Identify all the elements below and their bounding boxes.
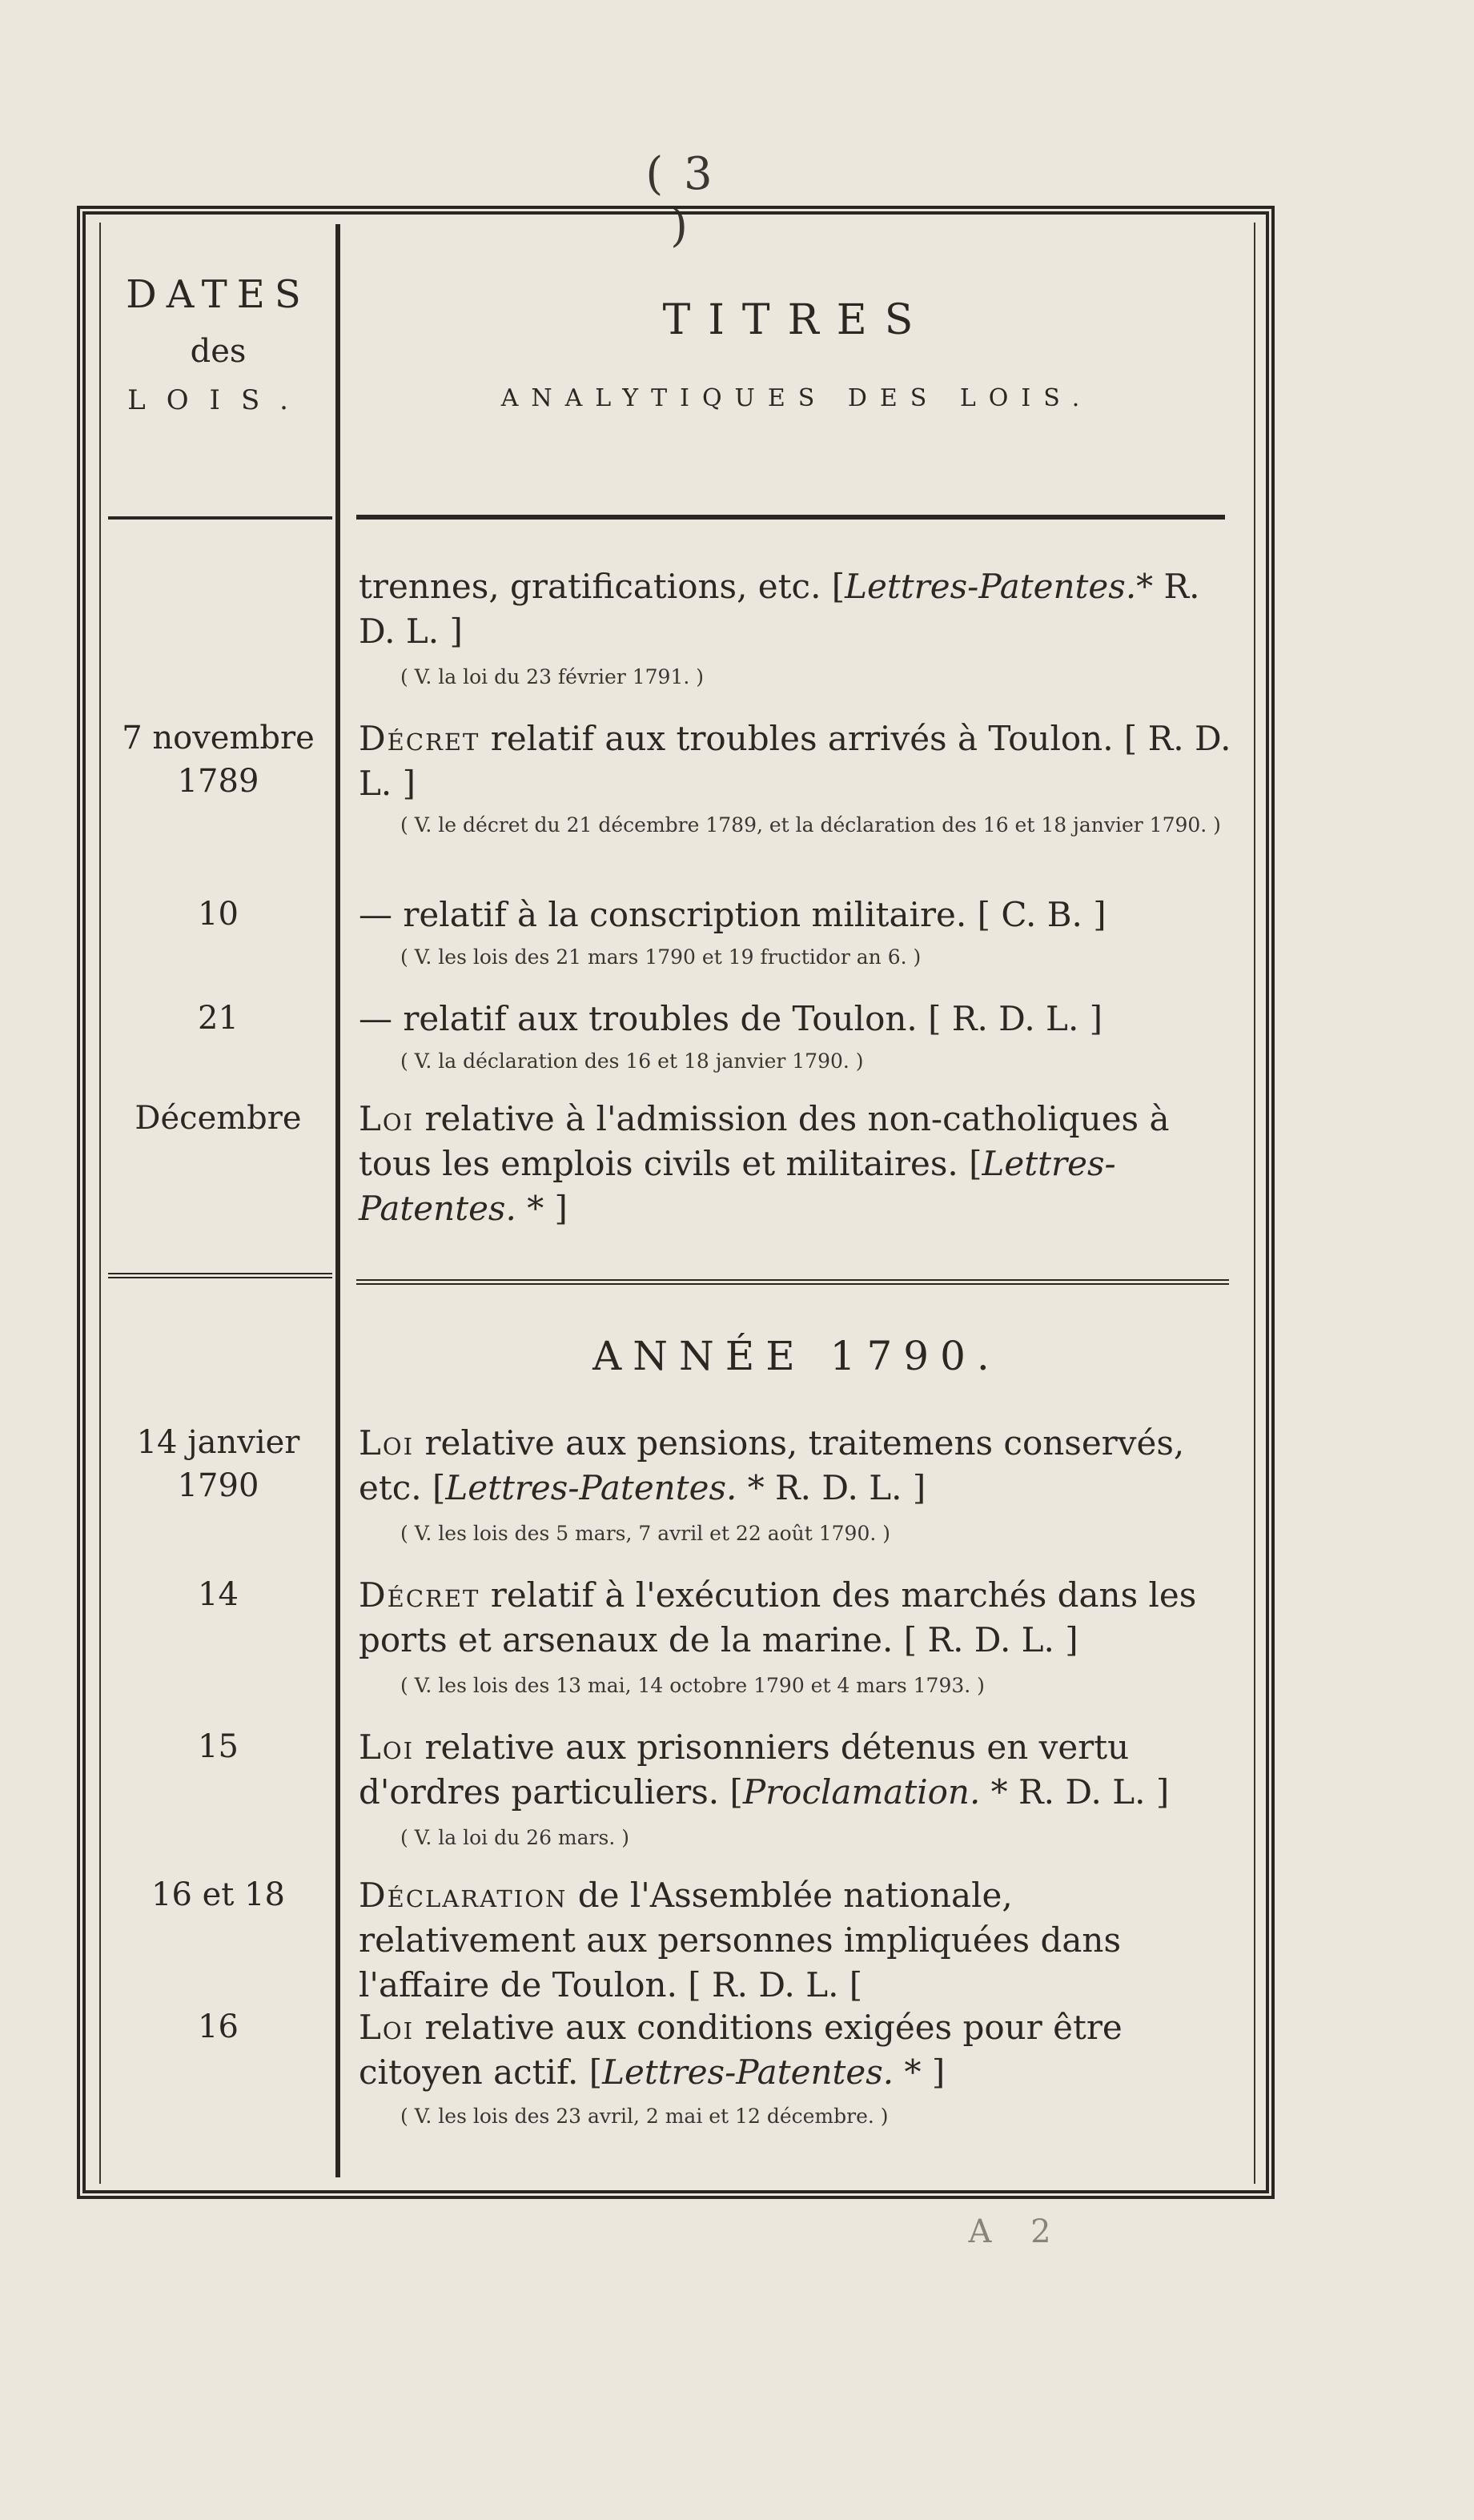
entry-text: Déclaration de l'Assemblée nationale, relativement aux personnes impliquées dans l'affaire de Toulon. [ R. D. L. [ <box>359 1876 1121 2004</box>
entry-note: ( V. la loi du 23 février 1791. ) <box>400 665 705 688</box>
entry-text: trennes, gratifications, etc. [Lettres-Patentes.* R. D. L. ] <box>359 567 1200 651</box>
section-rule-left <box>108 1273 332 1278</box>
entry-note: ( V. la déclaration des 16 et 18 janvier 1790. ) <box>400 1049 864 1073</box>
entry-text: Loi relative à l'admission des non-catholiques à tous les emplois civils et militaires. [Lettres-Patentes. * ] <box>359 1099 1170 1228</box>
entry-date: 16 et 18 <box>151 1876 285 1913</box>
entry-text: Loi relative aux pensions, traitemens conservés, etc. [Lettres-Patentes. * R. D. L. ] <box>359 1423 1185 1507</box>
entry-date: 15 <box>198 1728 239 1765</box>
header-titles-column <box>352 296 1241 412</box>
header-des: des <box>190 333 247 370</box>
entry-note: ( V. les lois des 23 avril, 2 mai et 12 décembre. ) <box>400 2105 889 2128</box>
header-rule-left <box>108 516 332 520</box>
header-dates: DATES <box>126 272 311 317</box>
entry-text: Loi relative aux conditions exigées pour être citoyen actif. [Lettres-Patentes. * ] <box>359 2008 1123 2092</box>
entry-date: 16 <box>198 2008 239 2045</box>
entry-text: Décret relatif aux troubles arrivés à Toulon. [ R. D. L. ] <box>359 719 1231 803</box>
entry-note: ( V. la loi du 26 mars. ) <box>400 1826 629 1849</box>
entry-note: ( V. les lois des 5 mars, 7 avril et 22 août 1790. ) <box>400 1522 891 1545</box>
column-divider <box>335 224 340 2177</box>
entry-date: 21 <box>198 1000 239 1037</box>
header-titres: TITRES <box>662 296 931 344</box>
page-number: ( 3 ) <box>645 148 716 252</box>
header-rule-right <box>356 515 1225 520</box>
header-lois: LOIS. <box>127 384 309 416</box>
entry-text: Loi relative aux prisonniers détenus en vertu d'ordres particuliers. [Proclamation. * R. D. L. ] <box>359 1727 1170 1812</box>
year-heading: ANNÉE 1790. <box>592 1333 1001 1379</box>
entry-note: ( V. les lois des 21 mars 1790 et 19 fructidor an 6. ) <box>400 945 922 969</box>
entry-note: ( V. les lois des 13 mai, 14 octobre 1790 et 4 mars 1793. ) <box>400 1674 985 1697</box>
entry-date: 7 novembre 1789 <box>122 720 315 800</box>
signature-mark: A 2 <box>968 2213 1066 2250</box>
entry-note: ( V. le décret du 21 décembre 1789, et la déclaration des 16 et 18 janvier 1790. ) <box>400 813 1221 837</box>
entry-date: Décembre <box>135 1100 302 1137</box>
entry-date: 14 janvier 1790 <box>136 1424 300 1504</box>
header-dates-column <box>104 272 332 416</box>
header-analytiques: ANALYTIQUES DES LOIS. <box>500 384 1093 412</box>
section-rule-right <box>356 1279 1229 1285</box>
entry-date: 14 <box>198 1576 239 1613</box>
entry-date: 10 <box>198 896 239 933</box>
entry-text: Décret relatif à l'exécution des marchés dans les ports et arsenaux de la marine. [ R. D. L. ] <box>359 1575 1197 1659</box>
entry-text: — relatif à la conscription militaire. [ C. B. ] <box>359 895 1107 934</box>
entry-text: — relatif aux troubles de Toulon. [ R. D. L. ] <box>359 999 1103 1038</box>
